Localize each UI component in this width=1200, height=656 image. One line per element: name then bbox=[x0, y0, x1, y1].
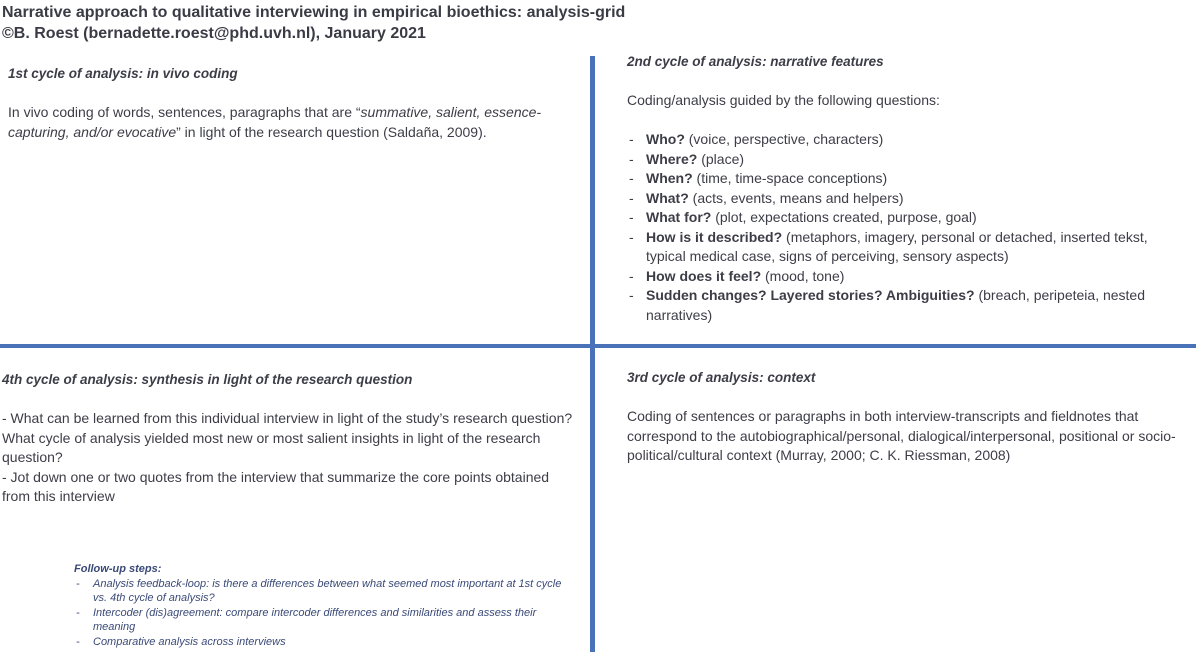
quadrant-4-line-1: - What can be learned from this individual interview in light of the study’s research question? What cycle of analysis yielded most new or most salient insights in light of the research question? bbox=[2, 410, 573, 465]
list-item: - What for? (plot, expectations created, purpose, goal) bbox=[627, 208, 1187, 228]
follow-up-title: Follow-up steps: bbox=[74, 563, 162, 575]
quadrant-1-title: 1st cycle of analysis: in vivo coding bbox=[8, 66, 238, 81]
quadrant-3-text: Coding of sentences or paragraphs in both interview-transcripts and fieldnotes that correspond to the autobiographical/personal, dialogical/interpersonal, positional or socio-political/cultural context (Murray, 2000; C. K. Riessman, 2008) bbox=[627, 408, 1176, 463]
list-item: - What? (acts, events, means and helpers) bbox=[627, 189, 1187, 209]
follow-up-steps bbox=[74, 562, 574, 649]
quadrant-4-title: 4th cycle of analysis: synthesis in light of the research question bbox=[2, 372, 413, 387]
vertical-divider bbox=[590, 56, 595, 652]
list-item: - Sudden changes? Layered stories? Ambiguities? (breach, peripeteia, nested narratives) bbox=[627, 286, 1187, 325]
quadrant-4-line-2: - Jot down one or two quotes from the interview that summarize the core points obtained from this interview bbox=[2, 468, 550, 504]
list-item: - Where? (place) bbox=[627, 150, 1187, 170]
document-header bbox=[2, 2, 625, 44]
list-item: - Comparative analysis across interviews bbox=[74, 635, 574, 650]
list-item: - How does it feel? (mood, tone) bbox=[627, 267, 1187, 287]
document-author-line: ©B. Roest (bernadette.roest@phd.uvh.nl), January 2021 bbox=[2, 25, 426, 42]
list-item: - How is it described? (metaphors, imagery, personal or detached, inserted tekst, typical medical case, signs of perceiving, sensory aspects) bbox=[627, 228, 1187, 267]
question-list bbox=[627, 130, 1187, 325]
list-item: - Intercoder (dis)agreement: compare intercoder differences and similarities and assess their meaning bbox=[74, 606, 574, 635]
list-item: - Who? (voice, perspective, characters) bbox=[627, 130, 1187, 150]
quadrant-1-text: In vivo coding of words, sentences, paragraphs that are “summative, salient, essence-capturing, and/or evocative” in light of the research question (Saldaña, 2009). bbox=[8, 104, 542, 140]
quadrant-2nd-cycle bbox=[627, 52, 1187, 325]
quadrant-2-title: 2nd cycle of analysis: narrative features bbox=[627, 54, 884, 69]
list-item: - When? (time, time-space conceptions) bbox=[627, 169, 1187, 189]
quadrant-4th-cycle bbox=[2, 370, 577, 507]
horizontal-divider bbox=[0, 344, 1196, 348]
follow-up-list bbox=[74, 577, 574, 650]
quadrant-3-title: 3rd cycle of analysis: context bbox=[627, 370, 816, 385]
quadrant-3rd-cycle bbox=[627, 368, 1187, 466]
document-title: Narrative approach to qualitative interviewing in empirical bioethics: analysis-grid bbox=[2, 4, 626, 21]
quadrant-1st-cycle bbox=[8, 64, 578, 142]
list-item: - Analysis feedback-loop: is there a differences between what seemed most important at 1st cycle vs. 4th cycle of analysis? bbox=[74, 577, 574, 606]
quadrant-2-intro: Coding/analysis guided by the following questions: bbox=[627, 92, 940, 108]
